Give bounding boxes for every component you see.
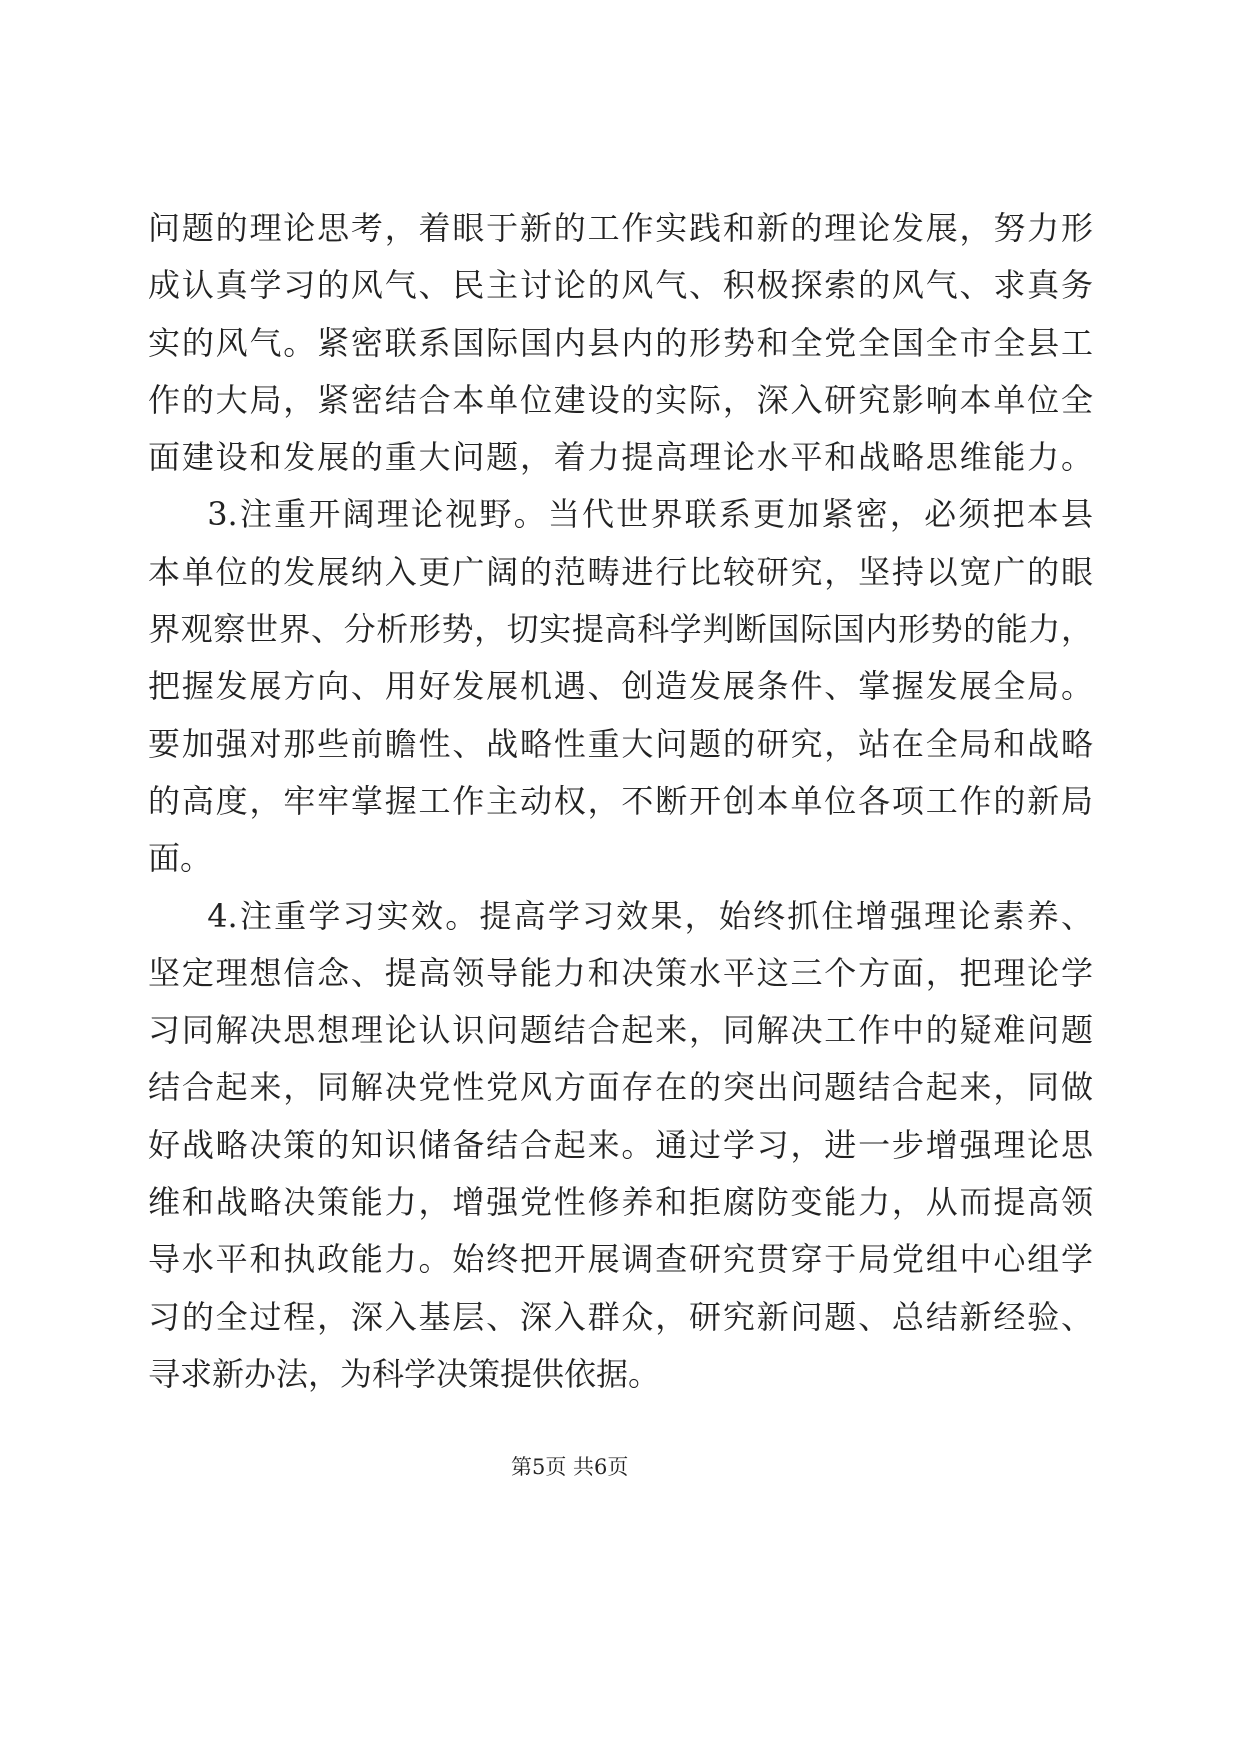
paragraph-line: 的高度，牢牢掌握工作主动权，不断开创本单位各项工作的新局	[148, 781, 1093, 820]
paragraph-line: 界观察世界、分析形势，切实提高科学判断国际国内形势的能力，	[148, 610, 1093, 649]
paragraph-line: 导水平和执政能力。始终把开展调查研究贯穿于局党组中心组学	[148, 1240, 1093, 1279]
paragraph-line: 好战略决策的知识储备结合起来。通过学习，进一步增强理论思	[148, 1125, 1093, 1164]
paragraph-line: 实的风气。紧密联系国际国内县内的形势和全党全国全市全县工	[148, 323, 1093, 362]
paragraph-line: 4.注重学习实效。提高学习效果，始终抓住增强理论素养、	[207, 896, 1093, 935]
paragraph-item-3	[148, 486, 1093, 887]
paragraph-line: 作的大局，紧密结合本单位建设的实际，深入研究影响本单位全	[148, 380, 1093, 419]
paragraph-line: 要加强对那些前瞻性、战略性重大问题的研究，站在全局和战略	[148, 724, 1093, 763]
paragraph-line: 面。	[148, 839, 213, 878]
paragraph-line: 寻求新办法，为科学决策提供依据。	[148, 1354, 661, 1393]
paragraph-item-4	[148, 888, 1093, 1404]
paragraph-line: 3.注重开阔理论视野。当代世界联系更加紧密，必须把本县	[207, 495, 1093, 534]
page-number-footer: 第5页 共6页	[511, 1455, 629, 1479]
paragraph-line: 坚定理想信念、提高领导能力和决策水平这三个方面，把理论学	[148, 953, 1093, 992]
paragraph-line: 习同解决思想理论认识问题结合起来，同解决工作中的疑难问题	[148, 1011, 1093, 1050]
paragraph-line: 维和战略决策能力，增强党性修养和拒腐防变能力，从而提高领	[148, 1183, 1093, 1222]
paragraph-line: 问题的理论思考，着眼于新的工作实践和新的理论发展，努力形	[148, 209, 1093, 247]
paragraph-line: 本单位的发展纳入更广阔的范畴进行比较研究，坚持以宽广的眼	[148, 552, 1093, 591]
paragraph-line: 习的全过程，深入基层、深入群众，研究新问题、总结新经验、	[148, 1297, 1093, 1336]
paragraph-continued	[148, 200, 1093, 486]
paragraph-line: 面建设和发展的重大问题，着力提高理论水平和战略思维能力。	[148, 438, 1093, 477]
paragraph-line: 把握发展方向、用好发展机遇、创造发展条件、掌握发展全局。	[148, 667, 1093, 706]
paragraph-line: 结合起来，同解决党性党风方面存在的突出问题结合起来，同做	[148, 1068, 1093, 1107]
document-body	[148, 200, 1093, 1403]
paragraph-line: 成认真学习的风气、民主讨论的风气、积极探索的风气、求真务	[148, 266, 1093, 305]
